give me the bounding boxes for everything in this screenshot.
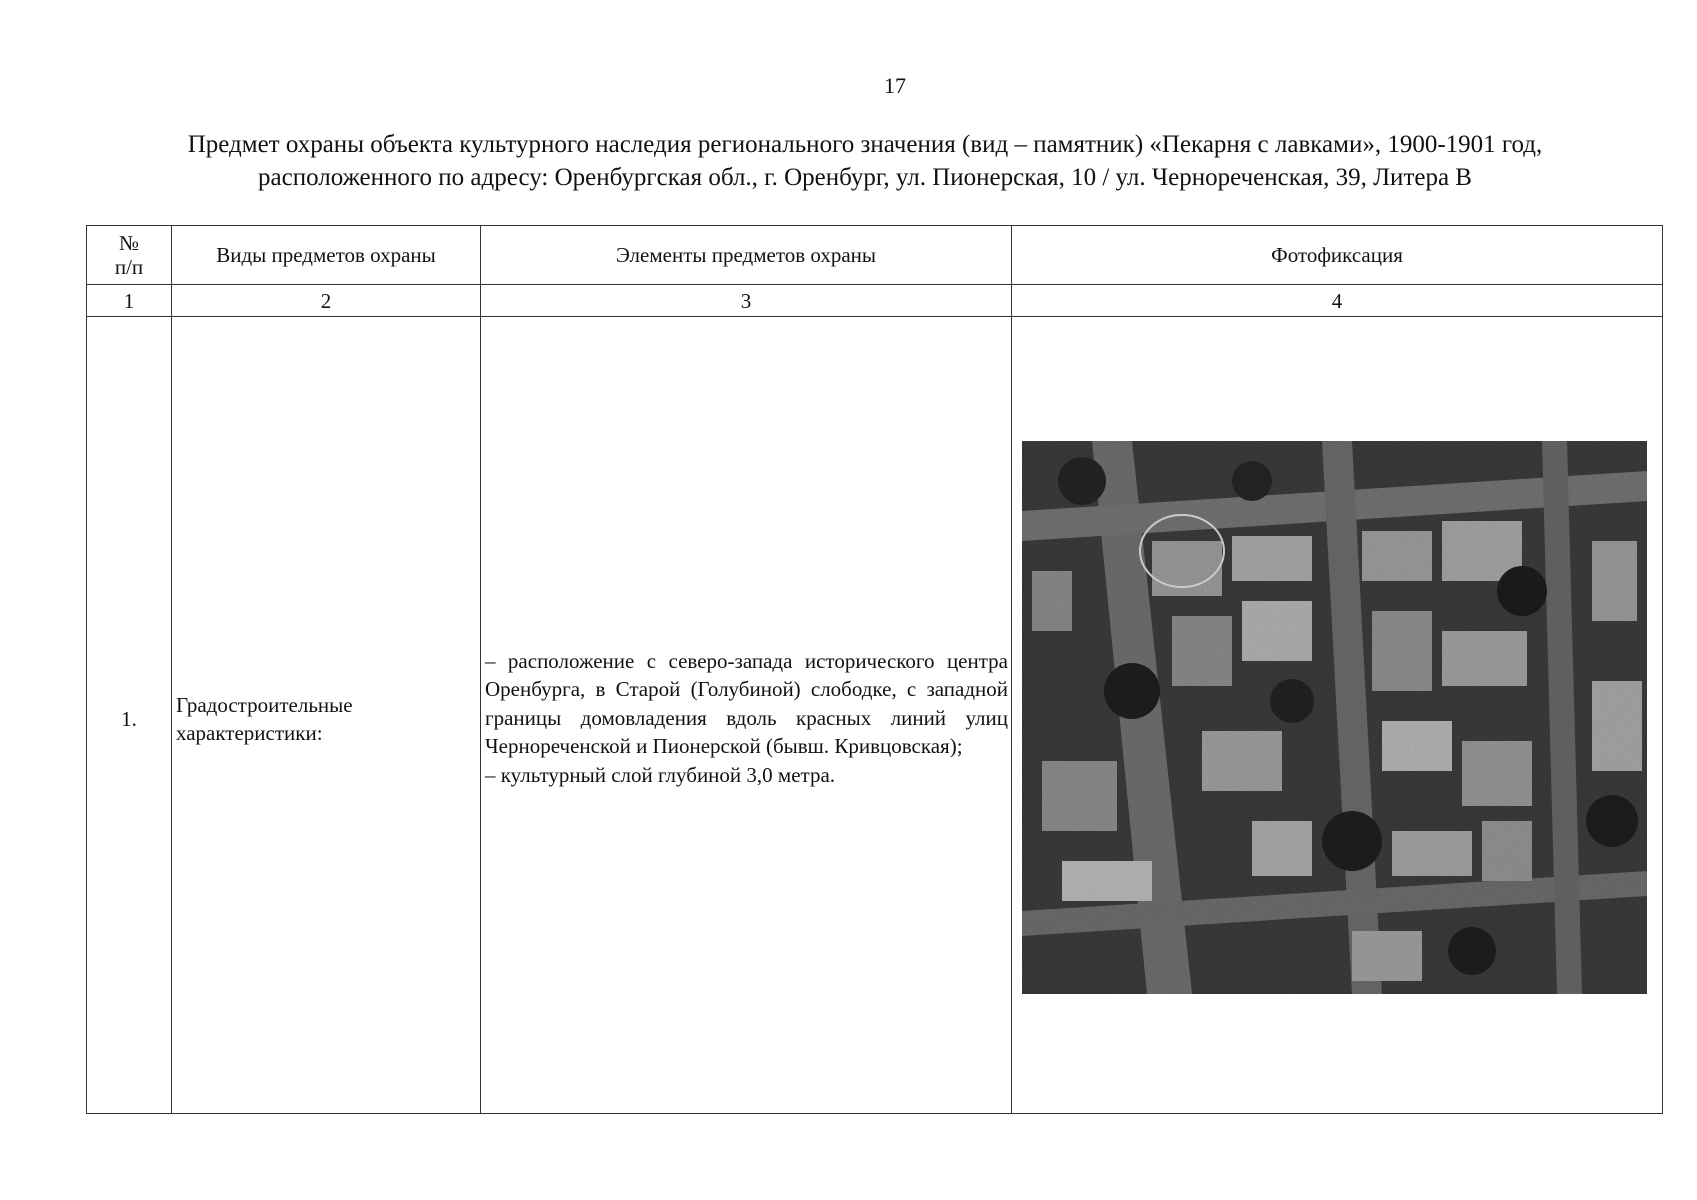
column-number-2: 2	[172, 285, 481, 317]
photo-cell	[1012, 317, 1663, 1114]
row-number: 1.	[87, 317, 172, 1114]
header-photo: Фотофиксация	[1012, 226, 1663, 285]
protection-kind: Градостроительные характеристики:	[172, 317, 481, 1114]
header-kind: Виды предметов охраны	[172, 226, 481, 285]
aerial-photo	[1022, 441, 1647, 994]
document-title	[60, 128, 1670, 194]
header-num	[87, 226, 172, 285]
page-number: 17	[884, 73, 906, 98]
column-number-1: 1	[87, 285, 172, 317]
protection-element-item: – расположение с северо-запада исторического центра Оренбурга, в Старой (Голубиной) слободке, с западной границы домовладения вдоль красных линий улиц Чернореченской и Пионерской (бывш. Кривцовская);	[485, 648, 1008, 759]
header-num-line-1: №	[118, 231, 140, 255]
header-elements: Элементы предметов охраны	[481, 226, 1012, 285]
column-number-4: 4	[1012, 285, 1663, 317]
header-num-line-2: п/п	[114, 255, 144, 279]
document-title-line-1: Предмет охраны объекта культурного наследия регионального значения (вид – памятник) «Пекарня с лавками», 1900-1901 год,	[187, 131, 1543, 158]
column-number-3: 3	[481, 285, 1012, 317]
protection-subject-table	[86, 225, 1663, 1114]
table-header-row	[87, 226, 1663, 285]
document-title-line-2: расположенного по адресу: Оренбургская обл., г. Оренбург, ул. Пионерская, 10 / ул. Чернореченская, 39, Литера В	[258, 164, 1472, 191]
table-row	[87, 317, 1663, 1114]
protection-elements	[481, 317, 1012, 1114]
column-number-row	[87, 285, 1663, 317]
protection-element-item: – культурный слой глубиной 3,0 метра.	[485, 762, 836, 787]
